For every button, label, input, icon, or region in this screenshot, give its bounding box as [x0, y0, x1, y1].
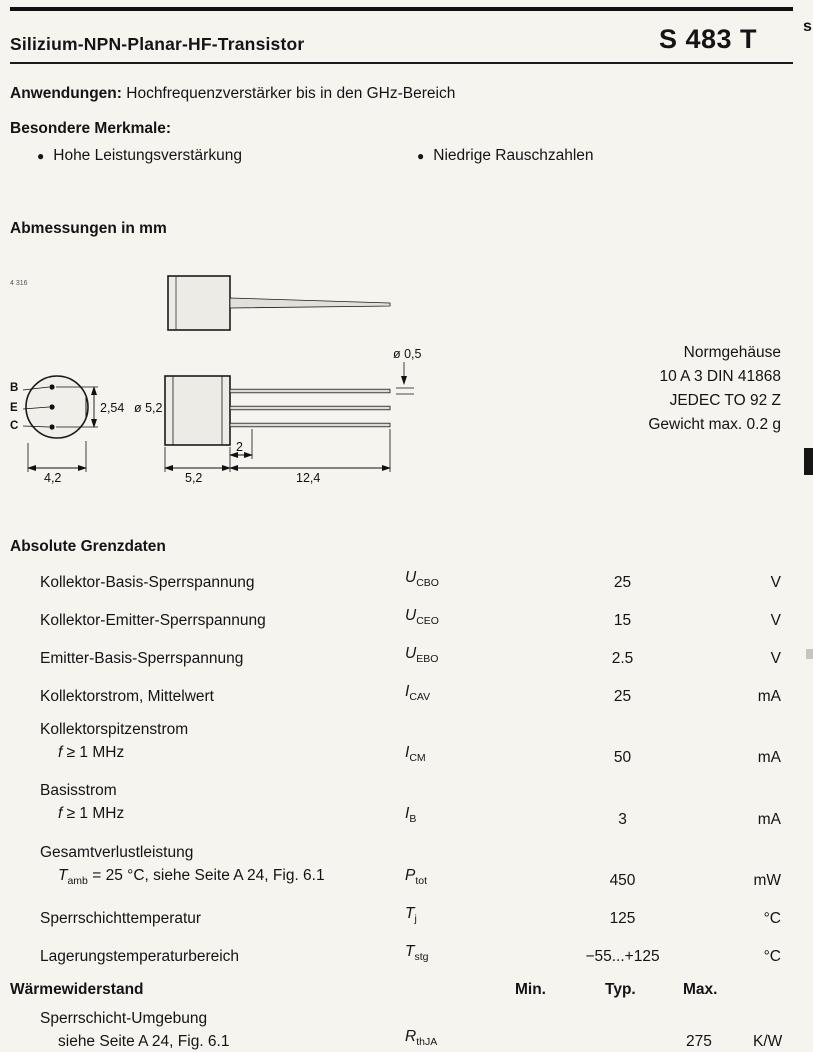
corner-note: 4 316 — [10, 280, 28, 287]
page-edge-tab — [804, 448, 813, 475]
thermal-col-max: Max. — [683, 980, 718, 998]
thermal-max-value: 275 — [686, 1032, 712, 1050]
pin-label: E — [10, 402, 18, 414]
param-label: Kollektorstrom, Mittelwert — [40, 688, 214, 706]
rating-value: 25 — [613, 688, 632, 706]
thermal-col-typ: Typ. — [605, 980, 636, 998]
param-label: Sperrschichttemperatur — [40, 909, 202, 927]
symbol: $U_{CEO}$ — [405, 607, 439, 628]
rating-unit: V — [770, 574, 781, 592]
lead — [230, 389, 390, 393]
rating-value: 25 — [613, 574, 632, 592]
table-row — [10, 843, 781, 891]
thermal-unit: K/W — [753, 1032, 783, 1050]
pin-dot — [49, 404, 54, 409]
rating-value: 125 — [609, 909, 636, 927]
table-row — [10, 904, 781, 929]
rating-value: 2.5 — [611, 650, 634, 668]
page-edge-letter: s — [803, 18, 812, 35]
rating-unit: mA — [757, 749, 781, 767]
dim-front-width: 4,2 — [44, 471, 62, 485]
package-info-line: JEDEC TO 92 Z — [669, 392, 781, 409]
table-row — [10, 781, 781, 829]
dim-body-len: 5,2 — [185, 471, 203, 485]
features-heading: Besondere Merkmale: — [10, 120, 172, 137]
package-info-line: Normgehäuse — [683, 344, 781, 361]
rating-unit: °C — [763, 909, 781, 927]
symbol-subscript: CBO — [416, 577, 439, 590]
table-row — [10, 644, 781, 669]
symbol: $R_{thJA}$ — [405, 1027, 438, 1048]
symbol-subscript: tot — [415, 874, 428, 887]
dimensions-heading: Abmessungen in mm — [10, 220, 167, 237]
symbol: $T_{stg}$ — [405, 942, 429, 963]
symbol: $U_{CBO}$ — [405, 569, 439, 590]
param-label: Emitter-Basis-Sperrspannung — [40, 650, 244, 668]
rating-unit: °C — [763, 947, 781, 965]
param-label: Sperrschicht-Umgebung siehe Seite A 24, Fig. 6.1 — [10, 1009, 405, 1052]
rating-value: 3 — [618, 810, 627, 828]
table-row — [10, 682, 781, 707]
table-row — [10, 942, 781, 967]
bullet-icon: ● — [417, 149, 425, 163]
feature-item — [417, 147, 594, 165]
param-condition: f ≥ 1 MHz — [58, 805, 125, 823]
package-info-line: Gewicht max. 0.2 g — [648, 416, 781, 433]
symbol-subscript: CM — [409, 752, 426, 765]
thermal-header — [10, 981, 781, 999]
part-number: S 483 T — [658, 24, 757, 54]
symbol-subscript: CEO — [416, 615, 439, 628]
ratings-table — [10, 568, 781, 967]
package-drawing — [10, 251, 781, 498]
rating-unit: V — [770, 612, 781, 630]
applications-label: Anwendungen: — [10, 85, 122, 102]
thermal-col-min: Min. — [515, 980, 546, 998]
symbol: $T_j$ — [405, 904, 417, 925]
feature-item — [37, 147, 417, 165]
pin-label: B — [10, 382, 19, 394]
header-rule — [10, 62, 793, 64]
applications-line — [10, 85, 781, 103]
rating-unit: mW — [753, 871, 781, 889]
top-rule — [10, 7, 793, 11]
dim-body-dia: ø 5,2 — [134, 401, 163, 415]
applications-text: Hochfrequenzverstärker bis in den GHz-Bereich — [126, 85, 456, 102]
param-condition: $T_{amb} = 25$ °C, siehe Seite A 24, Fig. 6.1 — [58, 866, 325, 887]
rating-unit: V — [770, 650, 781, 668]
rating-value: −55...+125 — [585, 947, 660, 965]
package-info — [648, 341, 781, 437]
lead — [230, 423, 390, 427]
pin-dot — [49, 384, 54, 389]
lead — [230, 406, 390, 410]
front-view — [10, 376, 163, 438]
symbol: $U_{EBO}$ — [405, 645, 439, 666]
param-label: Basisstrom f ≥ 1 MHz — [10, 781, 405, 829]
pin-label: C — [10, 420, 19, 432]
param-label: Kollektorspitzenstrom f ≥ 1 MHz — [10, 720, 405, 768]
page-edge-mark — [806, 649, 813, 659]
dim-lead-stub: 2 — [236, 440, 243, 454]
thermal-heading: Wärmewiderstand — [10, 980, 144, 998]
param-label: Gesamtverlustleistung $T_{amb} = 25$ °C, siehe Seite A 24, Fig. 6.1 — [10, 843, 405, 891]
param-condition: siehe Seite A 24, Fig. 6.1 — [58, 1032, 230, 1050]
symbol: $I_{CAV}$ — [405, 683, 431, 704]
pin-dot — [49, 424, 54, 429]
table-row — [10, 720, 781, 768]
symbol: $P_{tot}$ — [405, 866, 428, 887]
table-row — [10, 568, 781, 593]
thermal-row — [10, 1009, 781, 1052]
header — [10, 21, 781, 55]
table-row — [10, 606, 781, 631]
param-condition: f ≥ 1 MHz — [58, 744, 125, 762]
rating-unit: mA — [757, 810, 781, 828]
rating-value: 15 — [613, 612, 632, 630]
ratings-heading: Absolute Grenzdaten — [10, 538, 166, 555]
rating-value: 50 — [613, 749, 632, 767]
side-view — [165, 376, 390, 445]
feature-text: Niedrige Rauschzahlen — [433, 147, 594, 164]
param-label: Lagerungstemperaturbereich — [40, 947, 240, 965]
symbol: $I_B$ — [405, 805, 417, 826]
dim-pitch: 2,54 — [100, 401, 125, 415]
symbol-subscript: B — [409, 813, 417, 826]
symbol-subscript: thJA — [416, 1035, 438, 1048]
feature-text: Hohe Leistungsverstärkung — [53, 147, 242, 164]
features-list — [10, 147, 781, 165]
symbol-subscript: j — [414, 912, 417, 925]
rating-value: 450 — [609, 871, 636, 889]
symbol-subscript: CAV — [409, 691, 431, 704]
page-title: Silizium-NPN-Planar-HF-Transistor — [10, 34, 305, 54]
rating-unit: mA — [757, 688, 781, 706]
top-view — [168, 276, 390, 330]
package-info-line: 10 A 3 DIN 41868 — [659, 368, 781, 385]
param-label: Kollektor-Basis-Sperrspannung — [40, 574, 255, 592]
symbol-subscript: EBO — [416, 653, 439, 666]
symbol-subscript: stg — [414, 950, 429, 963]
param-label: Kollektor-Emitter-Sperrspannung — [40, 612, 266, 630]
dim-lead-len: 12,4 — [296, 471, 321, 485]
symbol: $I_{CM}$ — [405, 744, 426, 765]
dim-lead-dia: ø 0,5 — [393, 347, 422, 361]
bullet-icon: ● — [37, 149, 45, 163]
